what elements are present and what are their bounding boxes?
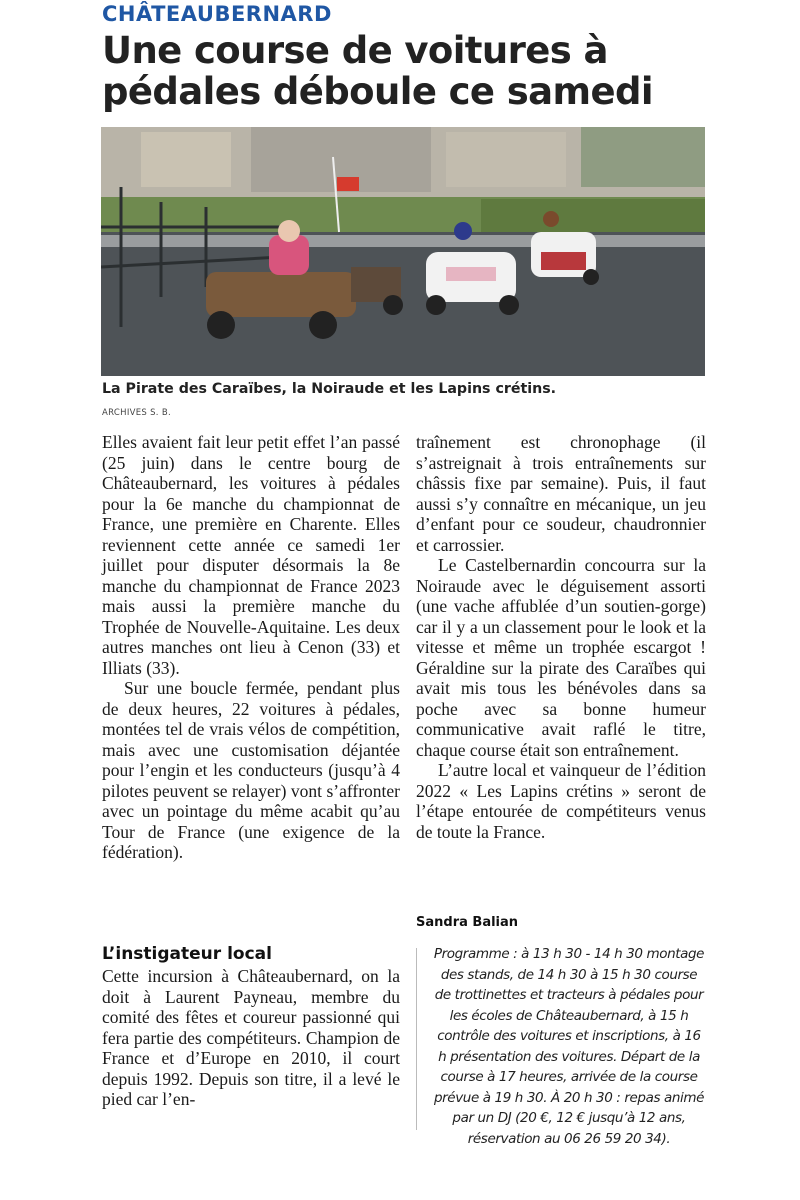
author-signature: Sandra Balian — [416, 915, 519, 930]
section-kicker: CHÂTEAUBERNARD — [102, 2, 332, 26]
article-body-right — [416, 432, 706, 842]
paragraph: Sur une boucle fermée, pendant plus de deux heures, 22 voitures à pédales, montées tel de vrais vélos de compétition, mais avec une customisation déjantée pour l’engin et les conducteurs (jusqu’à 4 pilotes peuvent se relayer) vont s’affronter avec un pointage du même acabit qu’au Tour de France (une exigence de la fédération). — [102, 678, 400, 862]
article-headline: Une course de voitures à pédales déboule ce samedi — [102, 29, 653, 113]
paragraph: Cette incursion à Châteaubernard, on la doit à Laurent Payneau, membre du comité des fêtes et coureur passionné qui fera partie des compétiteurs. Champion de France et d’Europe en 2010, il court depuis 1992. Depuis son titre, il a levé le pied car l’en- — [102, 966, 400, 1109]
programme-text: Programme : à 13 h 30 - 14 h 30 montage des stands, de 14 h 30 à 15 h 30 course de trottinettes et tracteurs à pédales pour les écoles de Châteaubernard, à 15 h contrôle des voitures et inscriptions, à 16 h présentation des voitures. Départ de la course à 17 heures, arrivée de la course prévue à 19 h 30. À 20 h 30 : repas animé par un DJ (20 €, 12 € jusqu’à 12 ans, réservation au 06 26 59 20 34). — [433, 946, 705, 1147]
programme-box — [432, 944, 706, 1149]
paragraph: Elles avaient fait leur petit effet l’an passé (25 juin) dans le centre bourg de Châteaubernard, les voitures à pédales pour la 6e manche du championnat de France, une première en Charente. Elles reviennent cette année ce samedi 1er juillet pour disputer désormais la 8e manche du championnat de France 2023 mais aussi la première manche du Trophée de Nouvelle-Aquitaine. Les deux autres manches ont lieu à Cenon (33) et Illiats (33). — [102, 432, 400, 678]
article-subhead: L’instigateur local — [102, 944, 272, 964]
photo-caption: La Pirate des Caraïbes, la Noiraude et les Lapins crétins. — [102, 381, 557, 397]
photo-credit: ARCHIVES S. B. — [102, 408, 171, 418]
paragraph: traînement est chronophage (il s’astreignait à trois entraînements sur châssis fixe par semaine). Puis, il faut aussi s’y connaître en mécanique, un jeu d’enfant pour ce soudeur, chaudronnier et carrossier. — [416, 432, 706, 555]
paragraph: L’autre local et vainqueur de l’édition 2022 « Les Lapins crétins » seront de l’étape entourée de compétiteurs venus de toute la France. — [416, 760, 706, 842]
article-body-left-2 — [102, 966, 400, 1110]
article-body-left — [102, 432, 400, 863]
divider — [416, 948, 417, 1130]
paragraph: Le Castelbernardin concourra sur la Noiraude avec le déguisement assorti (une vache affublée d’un soutien-gorge) car il y a un classement pour le look et la vitesse et même un trophée escargot ! Géraldine sur la pirate des Caraïbes qui avait mis tous les bénévoles dans sa poche avec sa bonne humeur communicative avait raflé le titre, chaque course était son entraînement. — [416, 555, 706, 760]
article-photo — [101, 127, 705, 376]
